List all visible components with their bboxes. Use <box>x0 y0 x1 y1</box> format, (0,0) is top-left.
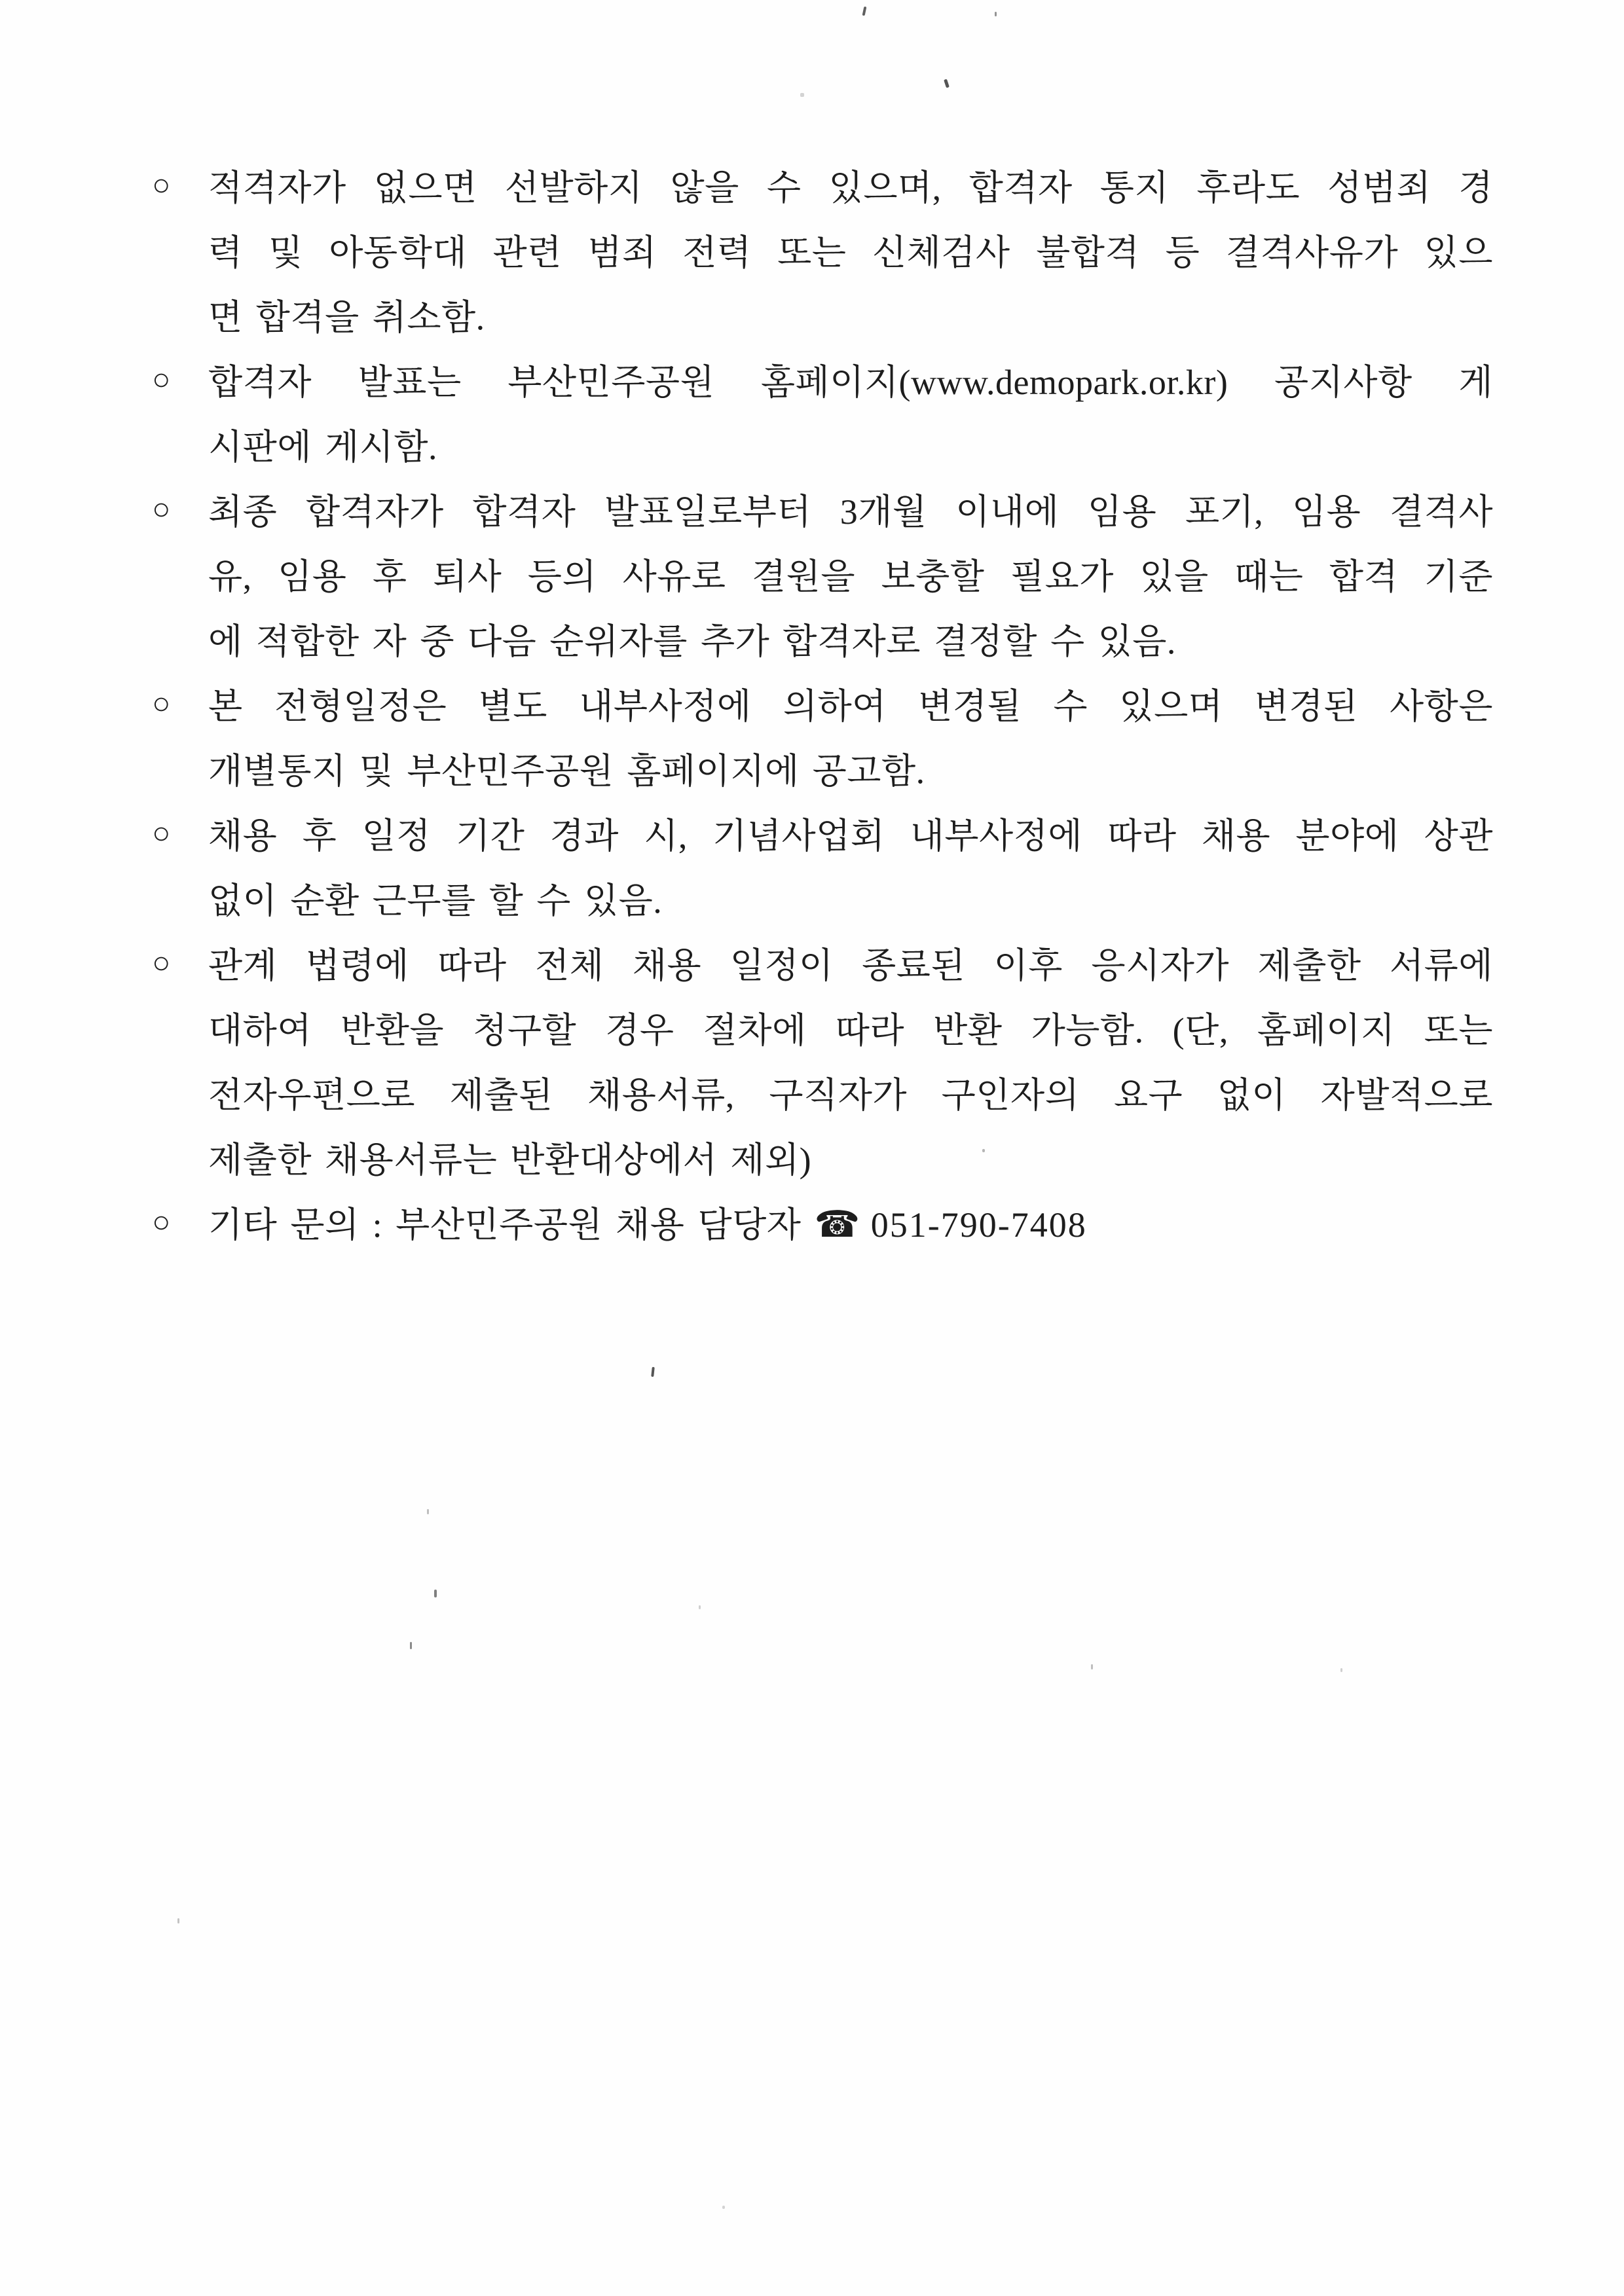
document-line: 관계 법령에 따라 전체 채용 일정이 종료된 이후 응시자가 제출한 서류에 <box>208 946 1493 985</box>
bullet-marker: ○ <box>152 816 171 850</box>
document-line: 력 및 아동학대 관련 범죄 전력 또는 신체검사 불합격 등 결격사유가 있으 <box>208 233 1493 272</box>
document-line: 없이 순환 근무를 할 수 있음. <box>208 881 663 920</box>
document-line <box>208 1197 1493 1247</box>
list-item <box>152 347 1493 412</box>
document-line: 본 전형일정은 별도 내부사정에 의하여 변경될 수 있으며 변경된 사항은 <box>208 687 1493 726</box>
notice-body <box>152 153 1493 1254</box>
list-item <box>152 671 1493 736</box>
document-line: 채용 후 일정 기간 경과 시, 기념사업회 내부사정에 따라 채용 분야에 상관 <box>208 816 1493 856</box>
bullet-spacer <box>152 249 208 251</box>
bullet-spacer <box>152 1157 208 1158</box>
list-item <box>152 801 1493 866</box>
scan-speck <box>944 79 950 88</box>
document-line: 에 적합한 자 중 다음 순위자를 추가 합격자로 결정할 수 있음. <box>208 622 1176 661</box>
bullet-spacer <box>152 768 208 769</box>
bullet-marker: ○ <box>152 687 171 721</box>
list-item <box>152 930 1493 995</box>
bullet-marker: ○ <box>152 168 171 202</box>
scan-speck <box>427 1509 429 1514</box>
phone-number: 051-790-7408 <box>870 1205 1087 1245</box>
list-item <box>152 606 1493 671</box>
document-line: 적격자가 없으면 선발하지 않을 수 있으며, 합격자 통지 후라도 성범죄 경 <box>208 168 1493 208</box>
list-item <box>152 1125 1493 1190</box>
document-line: 유, 임용 후 퇴사 등의 사유로 결원을 보충할 필요가 있을 때는 합격 기준 <box>208 557 1493 596</box>
list-item <box>152 1060 1493 1125</box>
list-item-contact <box>152 1190 1493 1254</box>
document-line: 최종 합격자가 합격자 발표일로부터 3개월 이내에 임용 포기, 임용 결격사 <box>208 492 1493 532</box>
list-item <box>152 995 1493 1060</box>
phone-icon: ☎ <box>814 1205 860 1245</box>
bullet-marker: ○ <box>152 363 171 397</box>
bullet-spacer <box>152 1092 208 1093</box>
contact-label: 기타 문의 : 부산민주공원 채용 담당자 <box>208 1205 802 1245</box>
bullet-spacer <box>152 1027 208 1029</box>
scan-speck <box>800 93 804 97</box>
scan-speck <box>722 2206 725 2209</box>
scan-speck <box>699 1605 701 1609</box>
document-line: 개별통지 및 부산민주공원 홈페이지에 공고함. <box>208 752 925 791</box>
document-line: 대하여 반환을 청구할 경우 절차에 따라 반환 가능함. (단, 홈페이지 또는 <box>208 1011 1493 1050</box>
list-item <box>152 282 1493 347</box>
bullet-marker: ○ <box>152 492 171 526</box>
list-item <box>152 412 1493 477</box>
scan-speck <box>995 12 997 16</box>
bullet-spacer <box>152 444 208 445</box>
scan-speck <box>651 1367 655 1377</box>
scan-speck <box>862 7 867 16</box>
bullet-spacer <box>152 314 208 316</box>
document-line: 면 합격을 취소함. <box>208 298 485 337</box>
scan-speck <box>982 1149 985 1152</box>
document-line: 제출한 채용서류는 반환대상에서 제외) <box>208 1140 812 1180</box>
document-line: 합격자 발표는 부산민주공원 홈페이지(www.demopark.or.kr) 공지사항 게 <box>208 363 1493 402</box>
scan-speck <box>177 1918 179 1923</box>
scan-speck <box>434 1590 437 1597</box>
list-item <box>152 866 1493 930</box>
list-item <box>152 217 1493 282</box>
list-item <box>152 541 1493 606</box>
document-line: 시판에 게시함. <box>208 428 437 467</box>
bullet-marker: ○ <box>152 946 171 980</box>
bullet-spacer <box>152 898 208 899</box>
bullet-marker: ○ <box>152 1205 171 1239</box>
scan-speck <box>410 1642 412 1649</box>
bullet-spacer <box>152 574 208 575</box>
list-item <box>152 477 1493 541</box>
list-item <box>152 736 1493 801</box>
scan-speck <box>1091 1664 1093 1669</box>
list-item <box>152 153 1493 217</box>
document-line: 전자우편으로 제출된 채용서류, 구직자가 구인자의 요구 없이 자발적으로 <box>208 1076 1493 1115</box>
bullet-spacer <box>152 638 208 640</box>
scan-speck <box>1340 1668 1342 1672</box>
